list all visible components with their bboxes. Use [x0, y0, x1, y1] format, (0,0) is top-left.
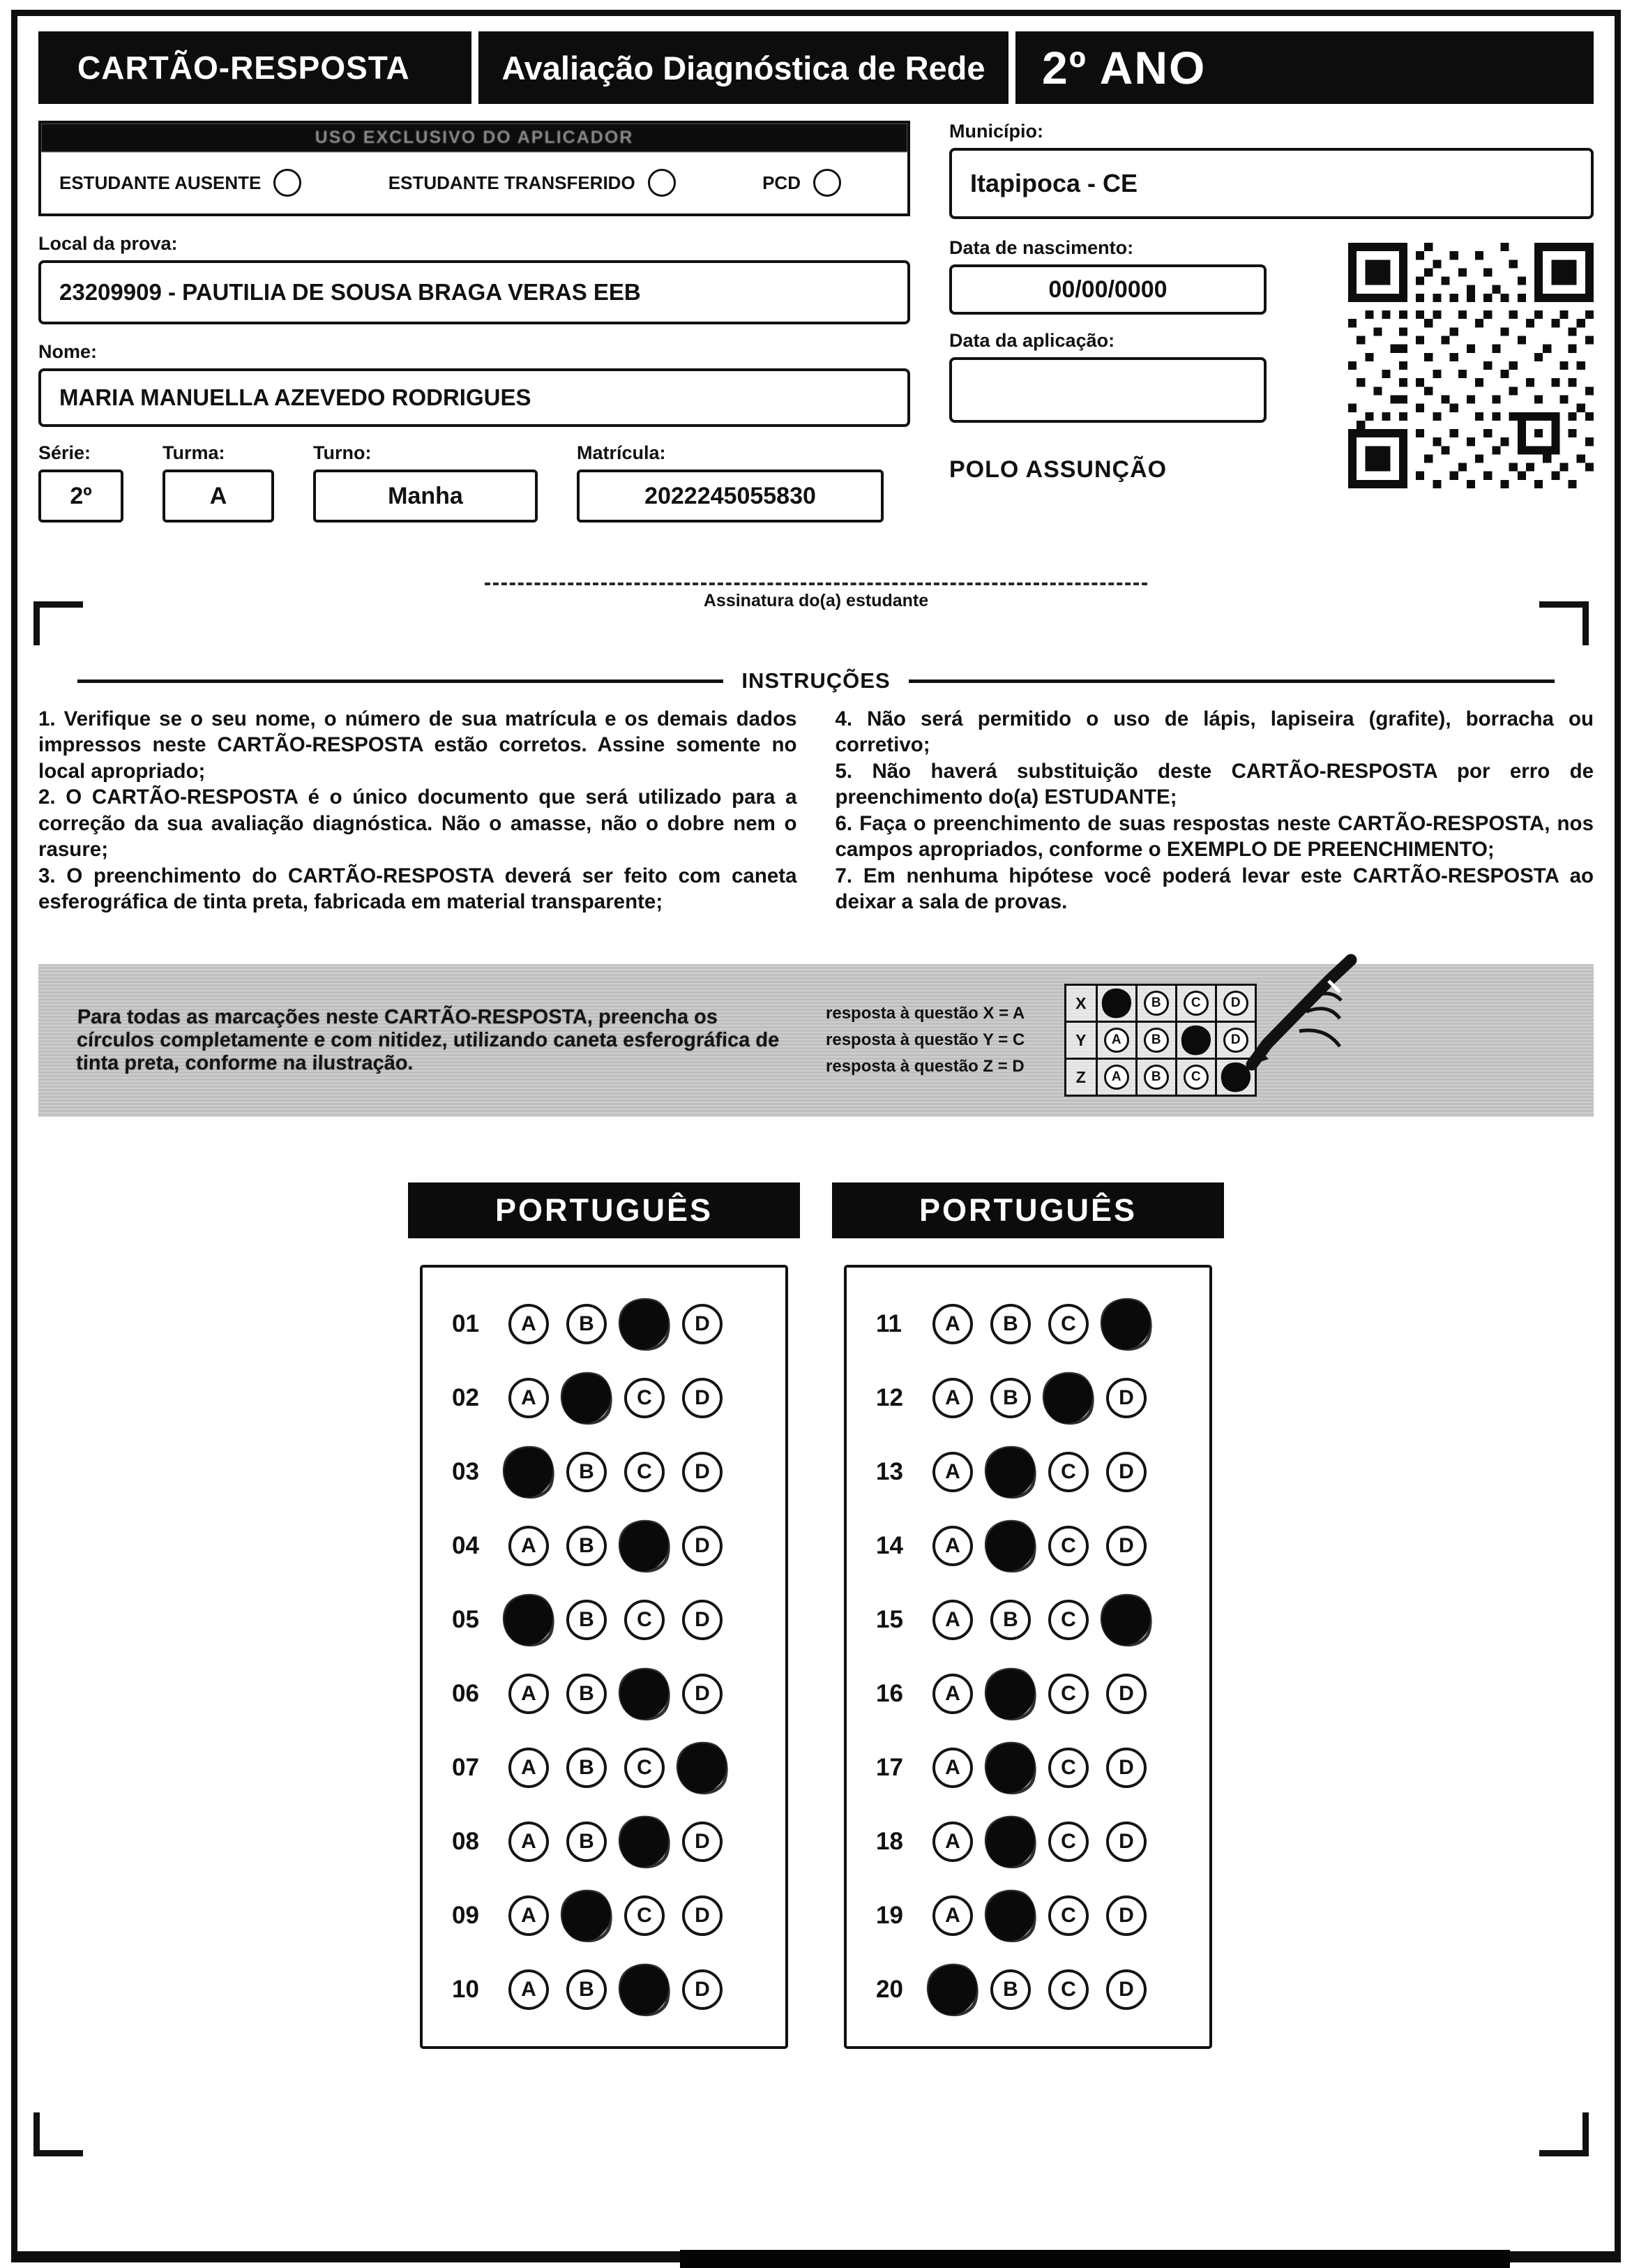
answer-bubble[interactable]: C	[624, 1600, 665, 1640]
applicator-option-label: PCD	[762, 172, 801, 193]
question-number: 13	[876, 1457, 903, 1485]
municipio-value-box	[949, 148, 1594, 219]
answer-row	[876, 1731, 1209, 1805]
question-number: 12	[876, 1383, 903, 1411]
nascimento-value-box	[949, 264, 1267, 315]
turma-field	[163, 442, 274, 523]
answer-bubble[interactable]: C	[1048, 1895, 1089, 1936]
answer-bubble[interactable]: C	[1048, 1452, 1089, 1492]
answer-bubble[interactable]	[981, 1664, 1041, 1724]
crop-mark-top-right	[1539, 601, 1589, 645]
example-cell	[1135, 1058, 1177, 1097]
question-number: 15	[876, 1605, 903, 1633]
answer-bubble[interactable]: A	[508, 1378, 549, 1418]
serie-label: Série:	[38, 442, 91, 463]
answer-row	[452, 1731, 785, 1805]
answer-bubble[interactable]: B	[566, 1748, 607, 1788]
answer-bubble[interactable]	[614, 1294, 674, 1354]
answer-bubble[interactable]: C	[624, 1748, 665, 1788]
municipio-label: Município:	[949, 121, 1043, 142]
instructions-columns	[38, 706, 1594, 915]
example-cell	[1175, 984, 1217, 1023]
answer-bubble[interactable]	[981, 1442, 1041, 1502]
answer-bubble[interactable]: B	[990, 1304, 1031, 1344]
page-title: CARTÃO-RESPOSTA	[38, 31, 471, 104]
example-bubble: A	[1104, 1028, 1129, 1053]
instructions-header	[77, 668, 1555, 693]
answer-bubble[interactable]: B	[566, 1822, 607, 1862]
answer-bubble[interactable]	[981, 1886, 1041, 1946]
question-number: 03	[452, 1457, 479, 1485]
matricula-value: 2022245055830	[644, 482, 816, 509]
answer-bubble[interactable]: B	[990, 1378, 1031, 1418]
answer-bubble[interactable]	[557, 1368, 617, 1428]
matricula-value-box	[577, 470, 884, 523]
answer-bubble[interactable]: C	[1048, 1526, 1089, 1566]
answer-bubble[interactable]: A	[508, 1822, 549, 1862]
question-number: 10	[452, 1975, 479, 2003]
answer-bubble[interactable]	[614, 1960, 674, 2020]
answer-row	[452, 1361, 785, 1435]
answer-bubble[interactable]	[1038, 1368, 1098, 1428]
answer-bubble[interactable]: A	[508, 1969, 549, 2010]
answer-bubble[interactable]: D	[1106, 1452, 1147, 1492]
question-number: 11	[876, 1309, 902, 1337]
nascimento-value: 00/00/0000	[1048, 276, 1168, 303]
example-legend-line: resposta à questão Z = D	[826, 1057, 1025, 1076]
answer-bubble[interactable]: C	[624, 1895, 665, 1936]
answer-bubble[interactable]: D	[682, 1452, 723, 1492]
local-label: Local da prova:	[38, 233, 178, 254]
question-number: 19	[876, 1901, 903, 1929]
turno-label: Turno:	[313, 442, 372, 463]
turma-value: A	[209, 482, 227, 509]
example-legend-line: resposta à questão X = A	[826, 1003, 1025, 1023]
example-legend-line: resposta à questão Y = C	[826, 1030, 1025, 1049]
instruction-item: 6. Faça o preenchimento de suas respostas neste CARTÃO-RESPOSTA, nos campos apropriados, conforme o EXEMPLO DE PREENCHIMENTO;	[835, 811, 1594, 862]
example-bubble: B	[1144, 991, 1169, 1016]
dates-column	[949, 222, 1267, 488]
rule-line-left	[77, 679, 723, 683]
question-number: 14	[876, 1531, 903, 1559]
signature-block	[485, 583, 1147, 611]
student-info	[38, 121, 910, 523]
radio-circle-icon[interactable]	[273, 169, 301, 197]
answer-bubble[interactable]: A	[508, 1895, 549, 1936]
nome-value: MARIA MANUELLA AZEVEDO RODRIGUES	[59, 384, 531, 410]
answer-bubble[interactable]: C	[1048, 1304, 1089, 1344]
answer-row	[452, 1435, 785, 1509]
answer-bubble[interactable]: A	[932, 1600, 973, 1640]
answer-bubble[interactable]: B	[566, 1526, 607, 1566]
crop-mark-bottom-right	[1539, 2112, 1589, 2156]
nome-value-box	[38, 368, 910, 427]
answer-row	[452, 1953, 785, 2027]
answer-bubble[interactable]: A	[932, 1895, 973, 1936]
example-row-label: Z	[1064, 1058, 1098, 1097]
matricula-field	[577, 442, 884, 523]
qr-code-icon	[1348, 243, 1594, 488]
answer-group-1	[408, 1182, 800, 2049]
question-number: 09	[452, 1901, 479, 1929]
answer-bubble[interactable]: D	[682, 1304, 723, 1344]
question-number: 20	[876, 1975, 903, 2003]
answer-row	[876, 1805, 1209, 1879]
example-cell	[1096, 1058, 1138, 1097]
polo-label: POLO ASSUNÇÃO	[949, 456, 1168, 483]
qr-wrap	[1315, 222, 1594, 488]
instruction-item: 4. Não será permitido o uso de lápis, lapiseira (grafite), borracha ou corretivo;	[835, 707, 1594, 757]
answer-bubble[interactable]: A	[508, 1526, 549, 1566]
answer-row	[876, 1435, 1209, 1509]
signature-line	[485, 583, 1147, 585]
question-number: 16	[876, 1679, 903, 1707]
answer-bubble[interactable]: B	[566, 1969, 607, 2010]
applicator-option-label: ESTUDANTE TRANSFERIDO	[388, 172, 635, 193]
answer-row	[452, 1509, 785, 1583]
instr-col-right	[836, 706, 1594, 915]
example-banner	[38, 964, 1594, 1117]
right-panel	[949, 121, 1594, 523]
answer-row	[876, 1287, 1209, 1361]
answer-bubble[interactable]	[981, 1812, 1041, 1872]
example-bubble: C	[1184, 991, 1209, 1016]
question-number: 01	[452, 1309, 479, 1337]
grade-label: 2º ANO	[1015, 31, 1594, 104]
answer-bubble[interactable]: D	[682, 1895, 723, 1936]
question-number: 06	[452, 1679, 479, 1707]
instruction-item: 3. O preenchimento do CARTÃO-RESPOSTA deverá ser feito com caneta esferográfica de tinta preta, fabricada em material transparente;	[38, 864, 797, 914]
local-value: 23209909 - PAUTILIA DE SOUSA BRAGA VERAS EEB	[59, 279, 641, 305]
answer-bubble[interactable]: D	[1106, 1748, 1147, 1788]
answer-bubble[interactable]: D	[682, 1969, 723, 2010]
answer-bubble[interactable]: C	[1048, 1748, 1089, 1788]
answer-bubble[interactable]	[1096, 1294, 1156, 1354]
answer-bubble[interactable]: D	[682, 1526, 723, 1566]
meta-row	[38, 442, 910, 523]
answer-row	[452, 1583, 785, 1657]
sheet-frame	[11, 10, 1621, 2262]
answer-bubble[interactable]: B	[566, 1452, 607, 1492]
answer-bubble[interactable]: D	[1106, 1969, 1147, 2010]
example-bubble	[1179, 1023, 1213, 1058]
subject-header-1: PORTUGUÊS	[408, 1182, 800, 1238]
answer-row	[876, 1657, 1209, 1731]
answer-bubble[interactable]: D	[1106, 1895, 1147, 1936]
example-grid	[1065, 985, 1255, 1096]
answer-bubble[interactable]	[499, 1590, 559, 1650]
applicator-bar-label: USO EXCLUSIVO DO APLICADOR	[41, 123, 907, 152]
crop-mark-top-left	[33, 601, 83, 645]
answer-row	[452, 1805, 785, 1879]
answer-row	[876, 1953, 1209, 2027]
answer-row	[876, 1879, 1209, 1953]
answer-bubble[interactable]: D	[1106, 1378, 1147, 1418]
answer-row	[876, 1583, 1209, 1657]
example-bubble: D	[1223, 991, 1248, 1016]
answer-bubble[interactable]: D	[682, 1378, 723, 1418]
answer-bubble[interactable]	[672, 1738, 732, 1798]
answer-bubble[interactable]: D	[682, 1674, 723, 1714]
question-number: 08	[452, 1827, 479, 1855]
answer-row	[876, 1361, 1209, 1435]
answer-bubble[interactable]	[981, 1516, 1041, 1576]
question-number: 18	[876, 1827, 903, 1855]
example-cell	[1096, 1021, 1138, 1060]
instruction-item: 1. Verifique se o seu nome, o número de sua matrícula e os demais dados impressos neste CARTÃO-RESPOSTA estão corretos. Assine somente no local apropriado;	[38, 707, 797, 783]
crop-mark-bottom-left	[33, 2112, 83, 2156]
answer-bubble[interactable]: D	[682, 1822, 723, 1862]
answer-bubble[interactable]: A	[932, 1526, 973, 1566]
answer-bubble[interactable]	[499, 1442, 559, 1502]
radio-circle-icon[interactable]	[813, 169, 841, 197]
answer-row	[452, 1879, 785, 1953]
serie-value: 2º	[70, 482, 92, 509]
answer-bubble[interactable]: D	[1106, 1526, 1147, 1566]
example-bubble: B	[1144, 1028, 1169, 1053]
applicator-option-label: ESTUDANTE AUSENTE	[59, 172, 262, 193]
turma-value-box	[163, 470, 274, 523]
answer-bubble[interactable]: B	[990, 1969, 1031, 2010]
example-text: Para todas as marcações neste CARTÃO-RESPOSTA, preencha os círculos completamente e com nitidez, utilizando caneta esferográfica de tinta preta, conforme na ilustração.	[75, 1005, 780, 1074]
answer-bubble[interactable]: B	[566, 1674, 607, 1714]
applicator-options	[41, 152, 907, 213]
example-bubble: D	[1223, 1028, 1248, 1053]
barcode	[680, 2250, 1510, 2268]
signature-label: Assinatura do(a) estudante	[703, 591, 929, 610]
example-grid-row	[1065, 1059, 1255, 1096]
answer-bubble[interactable]: D	[682, 1600, 723, 1640]
answer-bubble[interactable]: A	[932, 1304, 973, 1344]
applicator-option	[59, 169, 301, 197]
turma-label: Turma:	[163, 442, 225, 463]
example-cell	[1135, 1021, 1177, 1060]
example-cell	[1135, 984, 1177, 1023]
answer-bubble[interactable]: C	[1048, 1674, 1089, 1714]
answer-bubble[interactable]	[557, 1886, 617, 1946]
answer-bubble[interactable]: B	[566, 1304, 607, 1344]
example-legend	[826, 1000, 1025, 1081]
answers-section	[38, 1182, 1594, 2049]
rule-line-right	[909, 679, 1555, 683]
instr-col-left	[38, 706, 797, 915]
answer-bubble[interactable]	[981, 1738, 1041, 1798]
example-bubble: A	[1104, 1065, 1129, 1090]
aplicacao-value-box	[949, 357, 1267, 423]
instructions-title: INSTRUÇÕES	[741, 668, 891, 693]
serie-field	[38, 442, 123, 523]
serie-value-box	[38, 470, 123, 523]
answer-bubble[interactable]	[614, 1516, 674, 1576]
matricula-label: Matrícula:	[577, 442, 666, 463]
example-cell	[1096, 984, 1138, 1023]
answer-group-2	[832, 1182, 1224, 2049]
answer-bubble[interactable]: A	[508, 1304, 549, 1344]
turno-value-box	[313, 470, 538, 523]
header-bar	[38, 31, 1594, 104]
right-lower	[949, 222, 1594, 488]
example-cell	[1175, 1058, 1217, 1097]
instructions-section	[38, 668, 1594, 915]
answer-bubble[interactable]	[923, 1960, 983, 2020]
applicator-option	[762, 169, 841, 197]
answers-col-1	[420, 1265, 788, 2049]
local-value-box	[38, 260, 910, 324]
answer-bubble[interactable]	[1096, 1590, 1156, 1650]
answer-bubble[interactable]: B	[990, 1600, 1031, 1640]
answer-bubble[interactable]: A	[932, 1822, 973, 1862]
example-bubble: C	[1184, 1065, 1209, 1090]
question-number: 02	[452, 1383, 479, 1411]
answer-bubble[interactable]: C	[624, 1452, 665, 1492]
answer-row	[452, 1657, 785, 1731]
question-number: 07	[452, 1753, 479, 1781]
municipio-value: Itapipoca - CE	[970, 169, 1138, 197]
answer-bubble[interactable]: A	[508, 1748, 549, 1788]
example-bubble: B	[1144, 1065, 1169, 1090]
answer-bubble[interactable]: A	[932, 1378, 973, 1418]
answer-bubble[interactable]: C	[1048, 1969, 1089, 2010]
answer-row	[876, 1509, 1209, 1583]
example-cell	[1175, 1021, 1217, 1060]
nascimento-label: Data de nascimento:	[949, 237, 1134, 258]
answer-bubble[interactable]	[614, 1812, 674, 1872]
answer-bubble[interactable]	[614, 1664, 674, 1724]
aplicacao-label: Data da aplicação:	[949, 330, 1115, 351]
top-section	[38, 121, 1594, 523]
example-row-label: X	[1064, 984, 1098, 1023]
question-number: 04	[452, 1531, 479, 1559]
answer-bubble[interactable]: A	[932, 1674, 973, 1714]
instruction-item: 2. O CARTÃO-RESPOSTA é o único documento que será utilizado para a correção da sua avaliação diagnóstica. Não o amasse, não o dobre nem o rasure;	[38, 786, 797, 862]
example-row-label: Y	[1064, 1021, 1098, 1060]
answer-row	[452, 1287, 785, 1361]
answer-bubble[interactable]: D	[1106, 1674, 1147, 1714]
radio-circle-icon[interactable]	[648, 169, 676, 197]
question-number: 05	[452, 1605, 479, 1633]
answer-bubble[interactable]: C	[1048, 1600, 1089, 1640]
subject-header-2: PORTUGUÊS	[832, 1182, 1224, 1238]
answer-bubble[interactable]: D	[1106, 1822, 1147, 1862]
nome-label: Nome:	[38, 341, 98, 362]
answer-bubble[interactable]: A	[508, 1674, 549, 1714]
exam-subtitle: Avaliação Diagnóstica de Rede	[478, 31, 1008, 104]
answer-bubble[interactable]: B	[566, 1600, 607, 1640]
question-number: 17	[876, 1753, 903, 1781]
applicator-box	[38, 121, 910, 216]
turno-value: Manha	[388, 482, 463, 509]
instruction-item: 5. Não haverá substituição deste CARTÃO-RESPOSTA por erro de preenchimento do(a) ESTUDANTE;	[835, 759, 1594, 809]
turno-field	[313, 442, 538, 523]
answers-col-2	[844, 1265, 1212, 2049]
example-bubble	[1099, 986, 1133, 1021]
answer-bubble[interactable]: A	[932, 1452, 973, 1492]
answer-bubble[interactable]: C	[1048, 1822, 1089, 1862]
answer-bubble[interactable]: C	[624, 1378, 665, 1418]
applicator-option	[388, 169, 676, 197]
answer-bubble[interactable]: A	[932, 1748, 973, 1788]
instruction-item: 7. Em nenhuma hipótese você poderá levar este CARTÃO-RESPOSTA ao deixar a sala de provas.	[835, 864, 1594, 914]
